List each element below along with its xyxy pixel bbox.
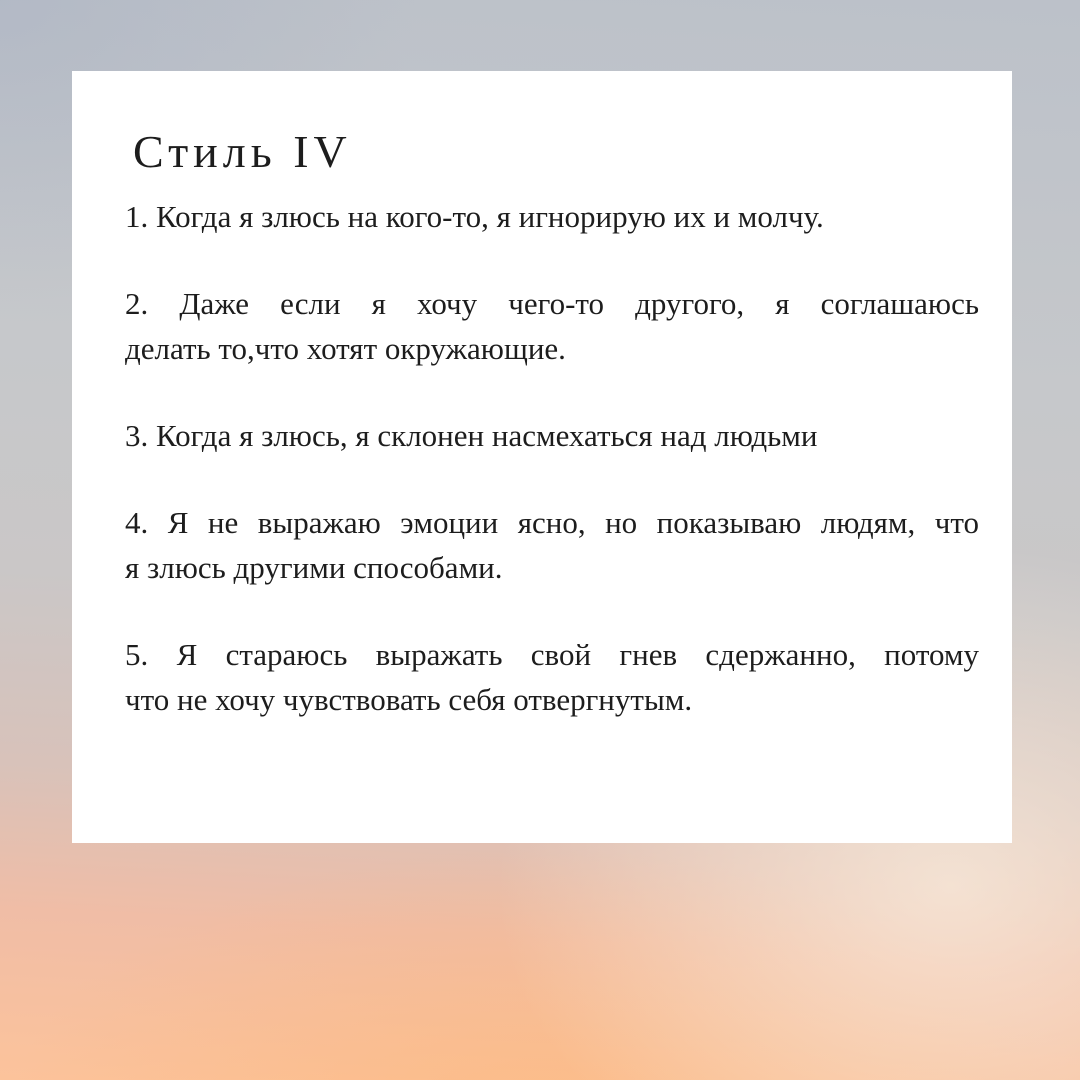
list-item — [125, 281, 979, 371]
list-item-text: 2. Даже если я хочу чего-то другого, я соглашаюсь — [125, 285, 979, 321]
statement-list — [125, 194, 979, 722]
list-item-text: что не хочу чувствовать себя отвергнутым. — [125, 681, 693, 717]
list-item-text: 5. Я стараюсь выражать свой гнев сдержанно, потому — [125, 636, 979, 672]
card-title: Стиль IV — [133, 126, 352, 177]
list-item — [125, 194, 979, 239]
list-item-text: я злюсь другими способами. — [125, 549, 503, 585]
list-item-text: делать то,что хотят окружающие. — [125, 330, 566, 366]
list-item-text: 4. Я не выражаю эмоции ясно, но показываю людям, что — [125, 504, 979, 540]
list-item — [125, 413, 979, 458]
content-card — [72, 71, 1012, 843]
list-item — [125, 500, 979, 590]
list-item — [125, 632, 979, 722]
list-item-text: 3. Когда я злюсь, я склонен насмехаться над людьми — [125, 417, 818, 453]
list-item-text: 1. Когда я злюсь на кого-то, я игнорирую их и молчу. — [125, 198, 824, 234]
